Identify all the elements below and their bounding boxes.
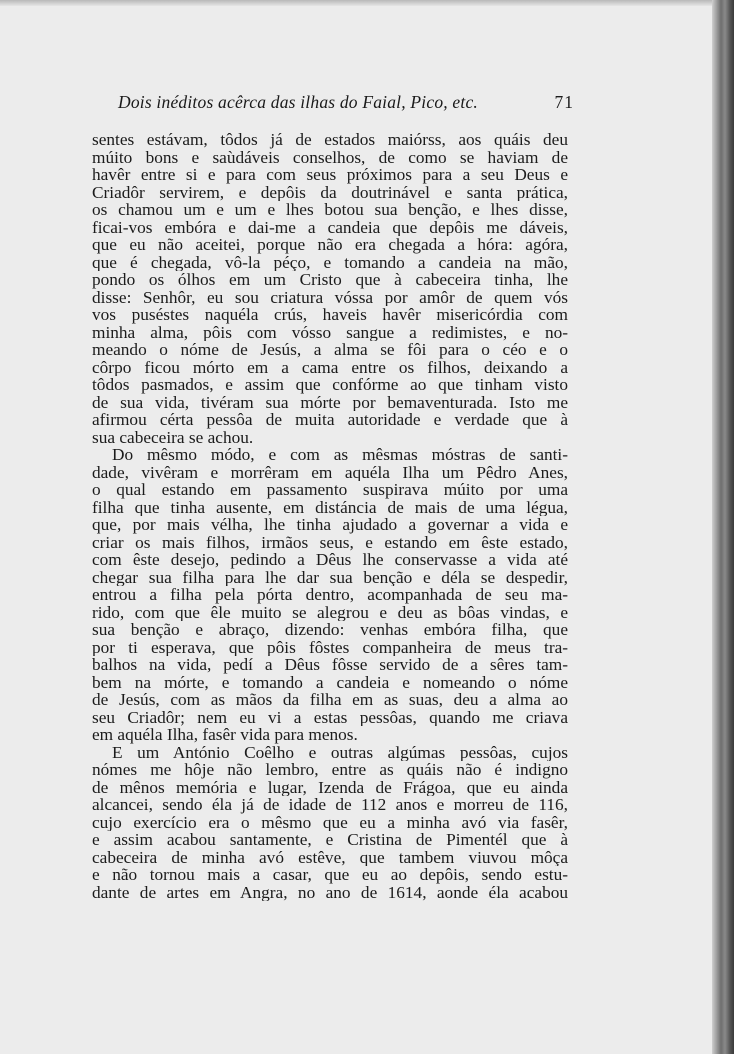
page-right-edge <box>712 0 734 1054</box>
text-line: disse: Senhôr, eu sou criatura vóssa por amôr de quem vós <box>92 288 568 306</box>
text-line: balhos na vida, pedí a Dêus fôsse servido de a sêres tam- <box>92 656 568 674</box>
text-line: filha que tinha ausente, em distáncia de mais de uma légua, <box>92 498 568 516</box>
text-line: nómes me hôje não lembro, entre as quáis não é indigno <box>92 761 568 779</box>
text-line: criar os mais filhos, irmãos seus, e estando em êste estado, <box>92 533 568 551</box>
paragraph-start-line: Do mêsmo módo, e com as mêsmas móstras de santi- <box>112 446 568 464</box>
text-line: rido, com que êle muito se alegrou e deu as bôas vindas, e <box>92 603 568 621</box>
text-line: alcancei, sendo éla já de idade de 112 anos e morreu de 116, <box>92 796 568 814</box>
paragraph-start-line: E um António Coêlho e outras algúmas pessôas, cujos <box>112 743 568 761</box>
text-line: dante de artes em Angra, no ano de 1614, aonde éla acabou <box>92 883 568 901</box>
text-line: minha alma, pôis com vósso sangue a redimistes, e no- <box>92 323 568 341</box>
page-top-edge <box>0 0 734 6</box>
text-line: de Jesús, com as mãos da filha em as suas, deu a alma ao <box>92 691 568 709</box>
text-line: e assim acabou santamente, e Cristina de Pimentél que à <box>92 831 568 849</box>
text-line: em aquéla Ilha, fasêr vida para menos. <box>92 726 358 744</box>
text-line: Criadôr servirem, e depôis da doutrinável e santa prática, <box>92 183 568 201</box>
text-line: o qual estando em passamento suspirava múito por uma <box>92 481 568 499</box>
text-line: pondo os ólhos em um Cristo que à cabeceira tinha, lhe <box>92 271 568 289</box>
text-line: côrpo ficou mórto em a cama entre os filhos, deixando a <box>92 358 568 376</box>
text-line: afirmou cérta pessôa de muita autoridade e verdade que à <box>92 411 568 429</box>
text-line: de mênos memória e lugar, Izenda de Frágoa, que eu ainda <box>92 778 568 796</box>
text-line: sentes estávam, tôdos já de estados maiórss, aos quáis deu <box>92 131 568 149</box>
text-line: meando o nóme de Jesús, a alma se fôi para o céo e o <box>92 341 568 359</box>
page-number: 71 <box>554 92 574 112</box>
body-text <box>92 131 568 901</box>
page-header <box>118 92 574 120</box>
running-head: Dois inéditos acêrca das ilhas do Faial, Pico, etc. <box>118 92 478 112</box>
text-line: por ti esperava, que pôis fôstes companheira de meus tra- <box>92 638 568 656</box>
text-line: múito bons e saùdáveis conselhos, de como se haviam de <box>92 148 568 166</box>
text-line: sua benção e abraço, dizendo: venhas embóra filha, que <box>92 621 568 639</box>
text-line: dade, vivêram e morrêram em aquéla Ilha um Pêdro Anes, <box>92 463 568 481</box>
text-line: seu Criadôr; nem eu vi a estas pessôas, quando me criava <box>92 708 568 726</box>
text-line: ficai-vos embóra e dai-me a candeia que depôis me dáveis, <box>92 218 568 236</box>
text-line: e não tornou mais a casar, que eu ao depôis, sendo estu- <box>92 866 568 884</box>
text-line: tôdos pasmados, e assim que confórme ao que tinham visto <box>92 376 568 394</box>
text-line: os chamou um e um e lhes botou sua benção, e lhes disse, <box>92 201 568 219</box>
text-line: cabeceira de minha avó estêve, que tambem viuvou môça <box>92 848 568 866</box>
text-line: cujo exercício era o mêsmo que eu a minha avó via fasêr, <box>92 813 568 831</box>
text-line: sua cabeceira se achou. <box>92 428 254 446</box>
text-line: vos puséstes naquéla crús, haveis havêr misericórdia com <box>92 306 568 324</box>
text-line: havêr entre si e para com seus próximos para a seu Deus e <box>92 166 568 184</box>
text-line: entrou a filha pela pórta dentro, acompanhada de seu ma- <box>92 586 568 604</box>
text-line: com êste desejo, pedindo a Dêus lhe conservasse a vida até <box>92 551 568 569</box>
text-line: bem na mórte, e tomando a candeia e nomeando o nóme <box>92 673 568 691</box>
text-line: que eu não aceitei, porque não era chegada a hóra: agóra, <box>92 236 568 254</box>
text-line: que, por mais vélha, lhe tinha ajudado a governar a vida e <box>92 516 568 534</box>
text-line: de sua vida, tivéram sua mórte por bemaventurada. Isto me <box>92 393 568 411</box>
text-line: chegar sua filha para lhe dar sua benção e déla se despedir, <box>92 568 568 586</box>
text-line: que é chegada, vô-la péço, e tomando a candeia na mão, <box>92 253 568 271</box>
